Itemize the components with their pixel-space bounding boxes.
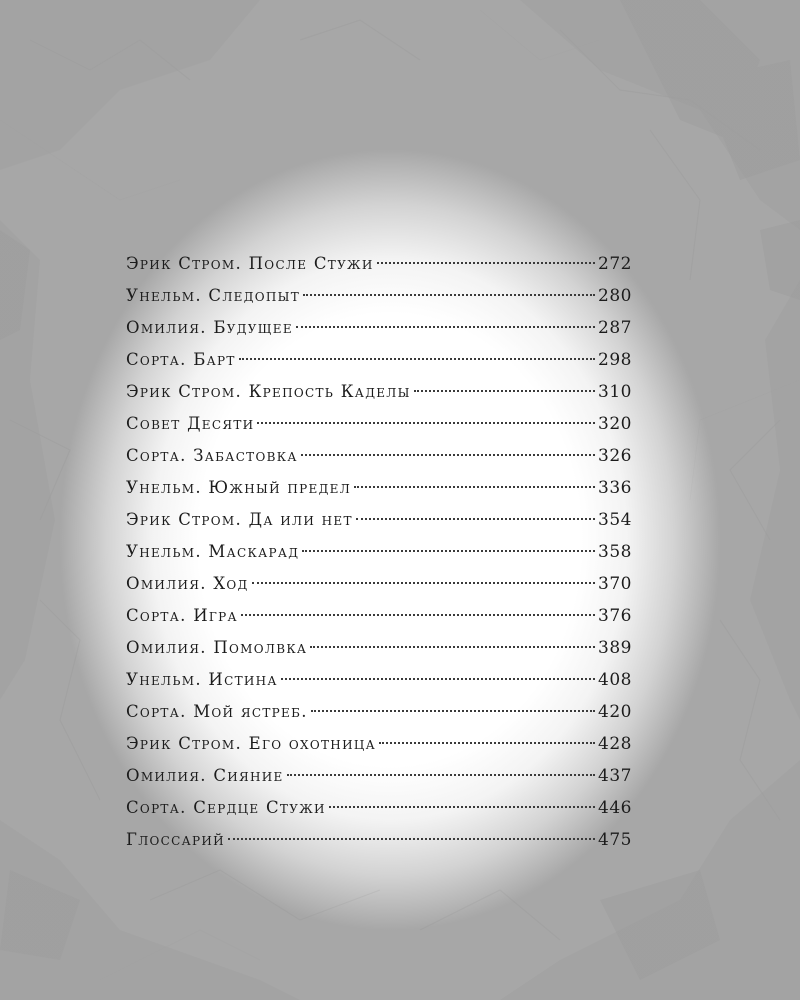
toc-leader-dots bbox=[303, 294, 595, 296]
table-of-contents bbox=[126, 248, 632, 856]
toc-entry[interactable] bbox=[126, 568, 632, 600]
toc-leader-dots bbox=[310, 646, 595, 648]
toc-entry[interactable] bbox=[126, 760, 632, 792]
toc-entry-title: Глоссарий bbox=[126, 830, 225, 849]
toc-entry-page: 475 bbox=[598, 830, 632, 850]
toc-entry-page: 298 bbox=[598, 350, 632, 370]
toc-leader-dots bbox=[241, 614, 595, 616]
toc-entry[interactable] bbox=[126, 408, 632, 440]
toc-entry[interactable] bbox=[126, 792, 632, 824]
toc-entry-title: Эрик Стром. Да или нет bbox=[126, 510, 353, 529]
toc-entry[interactable] bbox=[126, 440, 632, 472]
toc-leader-dots bbox=[281, 678, 595, 680]
toc-entry-page: 287 bbox=[598, 318, 632, 338]
toc-leader-dots bbox=[329, 806, 595, 808]
toc-entry-page: 354 bbox=[598, 510, 632, 530]
toc-entry[interactable] bbox=[126, 600, 632, 632]
toc-entry-title: Эрик Стром. После Стужи bbox=[126, 254, 374, 273]
toc-entry-title: Сорта. Игра bbox=[126, 606, 238, 625]
toc-entry[interactable] bbox=[126, 504, 632, 536]
toc-entry[interactable] bbox=[126, 472, 632, 504]
toc-leader-dots bbox=[379, 742, 595, 744]
toc-leader-dots bbox=[356, 518, 595, 520]
toc-entry[interactable] bbox=[126, 376, 632, 408]
toc-entry-title: Сорта. Мой ястреб. bbox=[126, 702, 308, 721]
toc-entry[interactable] bbox=[126, 344, 632, 376]
toc-leader-dots bbox=[354, 486, 595, 488]
toc-entry-title: Унельм. Южный предел bbox=[126, 478, 352, 497]
toc-entry-page: 336 bbox=[598, 478, 632, 498]
toc-entry-page: 420 bbox=[598, 702, 632, 722]
toc-leader-dots bbox=[257, 422, 595, 424]
toc-entry[interactable] bbox=[126, 280, 632, 312]
toc-leader-dots bbox=[252, 582, 595, 584]
toc-entry-page: 437 bbox=[598, 766, 632, 786]
toc-entry[interactable] bbox=[126, 632, 632, 664]
toc-entry-title: Эрик Стром. Его охотница bbox=[126, 734, 376, 753]
toc-entry[interactable] bbox=[126, 664, 632, 696]
toc-entry-page: 280 bbox=[598, 286, 632, 306]
toc-leader-dots bbox=[377, 262, 595, 264]
toc-entry-title: Сорта. Барт bbox=[126, 350, 236, 369]
toc-entry[interactable] bbox=[126, 248, 632, 280]
toc-entry-page: 370 bbox=[598, 574, 632, 594]
toc-leader-dots bbox=[287, 774, 595, 776]
toc-entry[interactable] bbox=[126, 696, 632, 728]
toc-entry-title: Унельм. Истина bbox=[126, 670, 278, 689]
toc-entry-page: 389 bbox=[598, 638, 632, 658]
toc-leader-dots bbox=[301, 454, 595, 456]
toc-entry-page: 358 bbox=[598, 542, 632, 562]
toc-entry-title: Омилия. Ход bbox=[126, 574, 249, 593]
toc-entry[interactable] bbox=[126, 536, 632, 568]
toc-leader-dots bbox=[414, 390, 595, 392]
toc-entry[interactable] bbox=[126, 728, 632, 760]
toc-entry-title: Омилия. Помолвка bbox=[126, 638, 308, 657]
toc-leader-dots bbox=[311, 710, 595, 712]
toc-entry-page: 272 bbox=[598, 254, 632, 274]
toc-entry-title: Унельм. Следопыт bbox=[126, 286, 301, 305]
toc-entry-page: 310 bbox=[598, 382, 632, 402]
toc-entry-page: 326 bbox=[598, 446, 632, 466]
toc-entry-title: Эрик Стром. Крепость Каделы bbox=[126, 382, 411, 401]
toc-entry-title: Омилия. Будущее bbox=[126, 318, 293, 337]
toc-entry-page: 320 bbox=[598, 414, 632, 434]
toc-entry-title: Совет Десяти bbox=[126, 414, 255, 433]
toc-entry-title: Сорта. Сердце Стужи bbox=[126, 798, 326, 817]
toc-entry[interactable] bbox=[126, 312, 632, 344]
toc-leader-dots bbox=[239, 358, 595, 360]
toc-leader-dots bbox=[228, 838, 595, 840]
toc-entry-page: 408 bbox=[598, 670, 632, 690]
toc-entry-title: Унельм. Маскарад bbox=[126, 542, 300, 561]
toc-entry-page: 428 bbox=[598, 734, 632, 754]
toc-entry-title: Омилия. Сияние bbox=[126, 766, 284, 785]
toc-leader-dots bbox=[296, 326, 595, 328]
toc-entry-page: 376 bbox=[598, 606, 632, 626]
toc-leader-dots bbox=[302, 550, 595, 552]
toc-entry-page: 446 bbox=[598, 798, 632, 818]
toc-entry[interactable] bbox=[126, 824, 632, 856]
toc-entry-title: Сорта. Забастовка bbox=[126, 446, 298, 465]
